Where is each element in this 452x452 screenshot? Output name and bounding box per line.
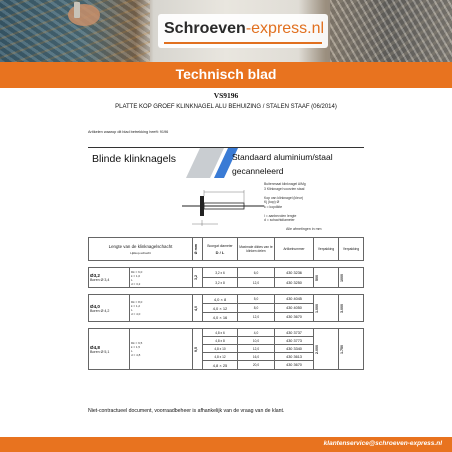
table-row: 4,0 × 16 12,0 430 3670 <box>89 313 364 322</box>
group-title-cell: Ø3,2 Boren Ø 3,4 <box>89 268 130 288</box>
note-line: k = kopdikte <box>264 204 283 209</box>
note-line: l = aanbevolen lengte <box>264 213 297 218</box>
group-diameter: 3,2 <box>193 268 203 288</box>
product-name: Blinde klinknagels <box>92 153 177 165</box>
header-length: Lengte van de klinknagelschacht Lijkkop-schacht <box>89 238 193 261</box>
header-article: Artikelnummer <box>275 238 314 261</box>
articles-note: Artikelen waarop dit blad betrekking heeft: 9196 <box>88 130 169 134</box>
spec-table <box>88 237 364 370</box>
table-row: 4,8 x 12 16,0 430 3613 <box>89 353 364 361</box>
table-row: Ø4,8 Boren Ø 5,1 Dk = 9,5 k = 1,5 L d = 4,8 9,5 4,8 x 6 4,0 430 3737 2.000 1.750 <box>89 329 364 337</box>
group-lines-cell: Dk = 9,5 k = 1,5 L d = 4,8 <box>130 329 193 370</box>
qty-a: 1.000 <box>314 295 339 322</box>
note-line: Kop van klinknagel (kleur) <box>264 195 304 200</box>
band-title: Technisch blad <box>175 66 277 82</box>
table-row: 4,8 × 25 20,0 430 3670 <box>89 361 364 370</box>
header-qty-b: Verpakking <box>339 238 364 261</box>
header-photo-banner <box>0 0 452 62</box>
logo-underline <box>164 42 322 44</box>
group-title-cell: Ø4,0 Boren Ø 4,2 <box>89 295 130 322</box>
spec-line-1: Standaard aluminium/staal <box>232 152 333 162</box>
note-line: Kj (kop) Ø <box>264 200 280 204</box>
screws-photo <box>330 0 452 62</box>
table-row: 4,0 × 12 8,0 430 4050 <box>89 304 364 313</box>
table-row: Ø3,2 Boren Ø 3,4 Dk = 6,0 k = 1,0 L d = 3,2 3,2 3,2 x 6 6,0 430 3236 500 1000 <box>89 268 364 278</box>
table-row: 3,2 x 8 12,0 430 3250 <box>89 278 364 288</box>
group-diameter: 4,0 <box>193 295 203 322</box>
group-lines-cell: Dk = 6,0 k = 1,0 L d = 3,2 <box>130 268 193 288</box>
disclaimer: Niet-contractueel document, voorraadbeheer is afhankelijk van de vraag van de klant. <box>88 408 285 414</box>
spec-line-2: gecanneleerd <box>232 166 284 176</box>
product-code: VS9196 <box>213 91 239 100</box>
group-lines-cell: Dk = 8,0 k = 1,2 L d = 4,0 <box>130 295 193 322</box>
note-line: d = schachtdiameter <box>264 218 295 222</box>
header-max-dims: Maximale diktes van te klinken delen <box>238 238 275 261</box>
table-row: 4,8 x 10 12,0 430 3340 <box>89 345 364 353</box>
note-line: Buitenmaat klinknagel AlMg <box>264 182 306 186</box>
footer-email-link[interactable]: klantenservice@schroeven-express.nl <box>323 440 442 447</box>
qty-b: 3.000 <box>339 295 364 322</box>
qty-b: 1.750 <box>339 329 364 370</box>
rivet-drawing <box>178 182 264 232</box>
qty-b: 1000 <box>339 268 364 288</box>
qty-a: 2.000 <box>314 329 339 370</box>
group-diameter: 9,5 <box>193 329 203 370</box>
dimensions-note: Alle afmetingen in mm <box>286 227 322 231</box>
header-qty-a: Verpakking <box>314 238 339 261</box>
group-title-cell: Ø4,8 Boren Ø 5,1 <box>89 329 130 370</box>
header-diameter: Ø mm <box>193 238 203 261</box>
footer-band <box>0 437 452 452</box>
brand-logo[interactable] <box>158 14 328 48</box>
hand-photo <box>68 4 100 26</box>
table-row: 4,8 x 8 10,0 430 3773 <box>89 337 364 345</box>
note-line: 3 Klinknagel voorzien staal <box>264 186 305 191</box>
drawing-notes <box>264 182 306 223</box>
header-drill: Boorgat diameter D / L <box>203 238 238 261</box>
product-subtitle: PLATTE KOP GROEF KLINKNAGEL ALU BEHUIZING / STALEN STAAF (06/2014) <box>115 104 337 110</box>
table-row: Ø4,0 Boren Ø 4,2 Dk = 8,0 k = 1,2 L d = 4,0 4,0 4,0 × 8 5,0 430 4045 1.000 3.000 <box>89 295 364 304</box>
brand-name: Schroeven-express.nl <box>164 20 325 37</box>
screwdriver-icon <box>74 2 80 18</box>
qty-a: 500 <box>314 268 339 288</box>
